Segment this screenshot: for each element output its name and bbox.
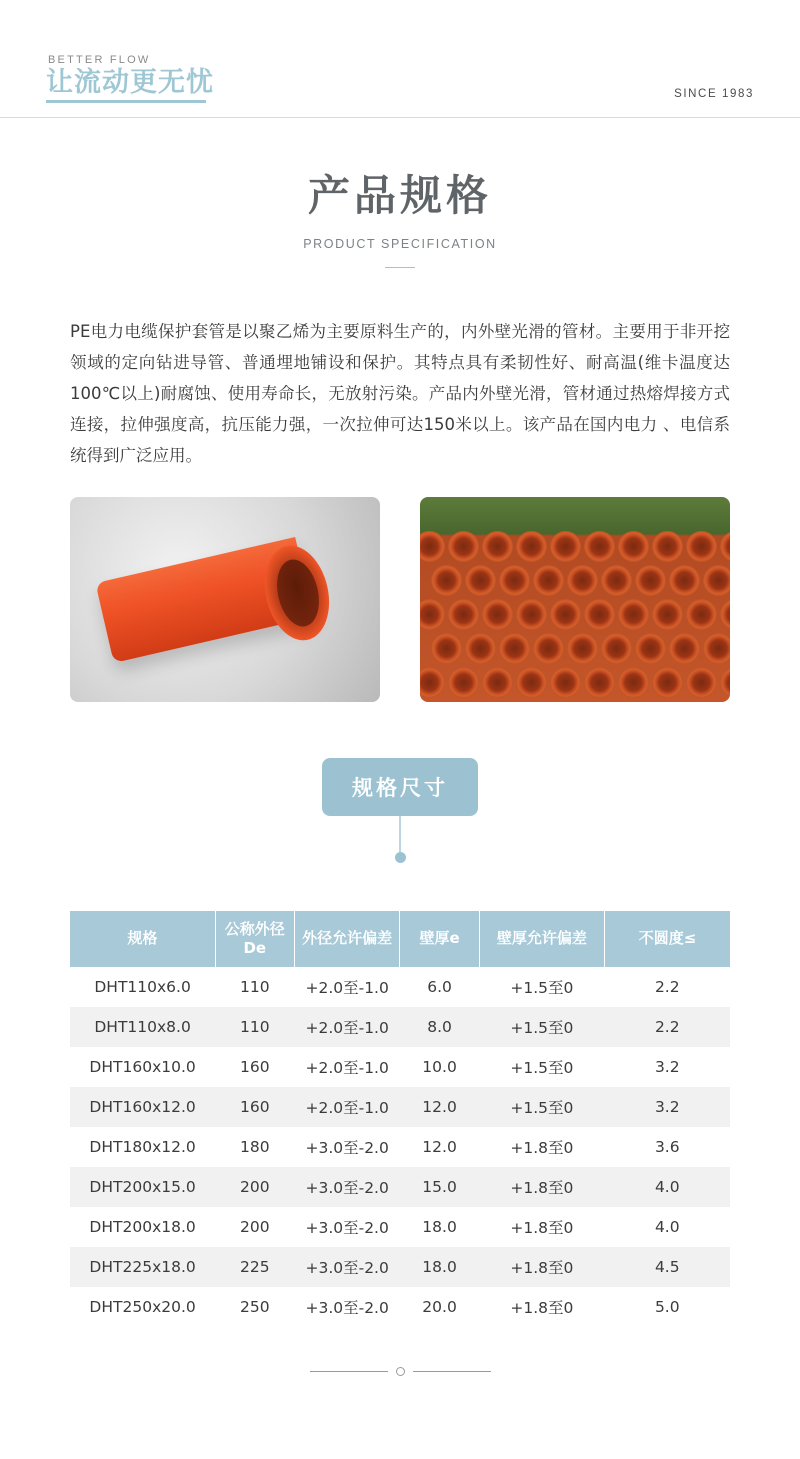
pipe-tube xyxy=(652,667,683,698)
cell-wall-thickness: 15.0 xyxy=(422,1177,457,1196)
table-row xyxy=(70,1287,730,1327)
cell-ovality: 3.2 xyxy=(654,1097,680,1116)
cell-wall-thickness: 12.0 xyxy=(422,1137,457,1156)
cell-wall-thickness: 12.0 xyxy=(422,1097,457,1116)
cell-model: DHT160x12.0 xyxy=(89,1097,196,1116)
cell-od-tolerance: +2.0至-1.0 xyxy=(305,1018,389,1037)
pipe-stack-row xyxy=(420,667,730,698)
cell-ovality: 5.0 xyxy=(654,1297,680,1316)
pipe-tube xyxy=(533,565,564,596)
cell-od-tolerance: +3.0至-2.0 xyxy=(305,1258,389,1277)
cell-wall-tolerance: +1.5至0 xyxy=(510,1018,574,1037)
pipe-tube xyxy=(618,531,649,562)
pipe-tube xyxy=(516,531,547,562)
pipe-tube xyxy=(482,531,513,562)
specification-table xyxy=(70,911,730,1327)
cell-nominal-od: 250 xyxy=(239,1297,270,1316)
cell-model: DHT180x12.0 xyxy=(89,1137,196,1156)
section-badge-block xyxy=(0,758,800,863)
brand-logo xyxy=(46,54,214,103)
pipe-tube xyxy=(420,599,445,630)
cell-model: DHT200x15.0 xyxy=(89,1177,196,1196)
badge-connector-dot xyxy=(395,852,406,863)
column-header-model: 规格 xyxy=(70,911,215,967)
table-row xyxy=(70,1167,730,1207)
pipe-tube xyxy=(533,633,564,664)
table-row xyxy=(70,1087,730,1127)
cell-ovality: 3.2 xyxy=(654,1057,680,1076)
pipe-tube xyxy=(635,633,666,664)
cell-nominal-od: 110 xyxy=(239,977,270,996)
table-row xyxy=(70,1247,730,1287)
cell-od-tolerance: +2.0至-1.0 xyxy=(305,978,389,997)
pipe-tube xyxy=(499,633,530,664)
page-title: 产品规格 xyxy=(307,171,492,220)
pipe-tube xyxy=(420,531,445,562)
pipe-tube xyxy=(448,531,479,562)
cell-wall-tolerance: +1.5至0 xyxy=(510,1058,574,1077)
footer-divider-circle xyxy=(396,1367,405,1376)
cell-od-tolerance: +2.0至-1.0 xyxy=(305,1098,389,1117)
pipe-stack-grid xyxy=(420,531,730,702)
pipe-tube xyxy=(584,531,615,562)
pipe-tube xyxy=(499,565,530,596)
cell-wall-tolerance: +1.5至0 xyxy=(510,978,574,997)
table-row xyxy=(70,1007,730,1047)
cell-wall-tolerance: +1.8至0 xyxy=(510,1178,574,1197)
pipe-tube xyxy=(720,667,730,698)
column-header-ovality: 不圆度≤ xyxy=(605,911,730,967)
badge-connector-line xyxy=(399,816,401,852)
table-row xyxy=(70,1127,730,1167)
table-row xyxy=(70,967,730,1007)
pipe-tube xyxy=(516,667,547,698)
pipe-tube xyxy=(669,565,700,596)
column-header-od-tolerance: 外径允许偏差 xyxy=(294,911,400,967)
cell-wall-tolerance: +1.8至0 xyxy=(510,1138,574,1157)
pipe-tube xyxy=(431,633,462,664)
product-image-gallery xyxy=(70,497,730,702)
pipe-tube xyxy=(567,633,598,664)
pipe-tube xyxy=(448,667,479,698)
cell-wall-thickness: 18.0 xyxy=(422,1217,457,1236)
product-description: PE电力电缆保护套管是以聚乙烯为主要原料生产的，内外壁光滑的管材。主要用于非开挖领域的定向钻进导管、普通埋地铺设和保护。其特点具有柔韧性好、耐高温(维卡温度达100℃以上)耐腐蚀、使用寿命长，无放射污染。产品内外壁光滑，管材通过热熔焊接方式连接，拉伸强度高，抗压能力强，一次拉伸可达150米以上。该产品在国内电力 、电信系统得到广泛应用。 xyxy=(70,322,730,465)
cell-model: DHT250x20.0 xyxy=(89,1297,196,1316)
pipe-tube xyxy=(720,599,730,630)
table-header-row xyxy=(70,911,730,967)
cell-ovality: 4.5 xyxy=(654,1257,680,1276)
table-body xyxy=(70,967,730,1327)
pipe-tube xyxy=(584,667,615,698)
pipe-tube xyxy=(618,599,649,630)
cell-wall-thickness: 6.0 xyxy=(427,977,452,996)
pipe-stack-row xyxy=(420,565,730,596)
cell-nominal-od: 200 xyxy=(239,1177,270,1196)
cell-model: DHT110x6.0 xyxy=(94,977,191,996)
page-title-block xyxy=(0,118,800,268)
table-row xyxy=(70,1047,730,1087)
section-badge: 规格尺寸 xyxy=(322,758,478,816)
pipe-stack-row xyxy=(420,599,730,630)
cell-model: DHT160x10.0 xyxy=(89,1057,196,1076)
pipe-tube xyxy=(652,531,683,562)
cell-nominal-od: 160 xyxy=(239,1057,270,1076)
cell-wall-thickness: 18.0 xyxy=(422,1257,457,1276)
cell-od-tolerance: +2.0至-1.0 xyxy=(305,1058,389,1077)
cell-ovality: 2.2 xyxy=(654,1017,680,1036)
pipe-tube xyxy=(516,599,547,630)
specification-table-wrapper xyxy=(70,911,730,1327)
pipe-tube xyxy=(567,565,598,596)
footer-divider-line-left xyxy=(310,1371,388,1372)
pipe-tube xyxy=(601,633,632,664)
cell-wall-tolerance: +1.8至0 xyxy=(510,1218,574,1237)
cell-wall-tolerance: +1.8至0 xyxy=(510,1298,574,1317)
page-header xyxy=(0,0,800,118)
pipe-tube xyxy=(550,531,581,562)
cell-od-tolerance: +3.0至-2.0 xyxy=(305,1218,389,1237)
column-header-wall-thickness: 壁厚e xyxy=(400,911,479,967)
pipe-tube xyxy=(601,565,632,596)
cell-nominal-od: 225 xyxy=(239,1257,270,1276)
pipe-stack-row xyxy=(420,531,730,562)
pipe-tube xyxy=(686,667,717,698)
footer-divider-line-right xyxy=(413,1371,491,1372)
cell-model: DHT200x18.0 xyxy=(89,1217,196,1236)
column-header-wall-tolerance: 壁厚允许偏差 xyxy=(479,911,604,967)
pipe-tube xyxy=(703,565,730,596)
cell-nominal-od: 200 xyxy=(239,1217,270,1236)
pipe-tube xyxy=(652,599,683,630)
pipe-tube xyxy=(431,565,462,596)
brand-tagline-en: BETTER FLOW xyxy=(48,54,151,66)
pipe-stack-row xyxy=(420,633,730,664)
pipe-tube xyxy=(465,565,496,596)
table-row xyxy=(70,1207,730,1247)
cell-wall-tolerance: +1.5至0 xyxy=(510,1098,574,1117)
product-photo-pipe-stack xyxy=(420,497,730,702)
pipe-tube xyxy=(669,633,700,664)
footer-divider xyxy=(0,1367,800,1376)
pipe-tube xyxy=(482,599,513,630)
pipe-tube xyxy=(720,531,730,562)
since-label: SINCE 1983 xyxy=(674,88,754,100)
cell-od-tolerance: +3.0至-2.0 xyxy=(305,1178,389,1197)
cell-ovality: 4.0 xyxy=(654,1177,680,1196)
pipe-tube xyxy=(448,599,479,630)
pipe-tube xyxy=(550,599,581,630)
cell-nominal-od: 180 xyxy=(239,1137,270,1156)
brand-underline xyxy=(46,100,206,103)
cell-model: DHT110x8.0 xyxy=(94,1017,191,1036)
cell-wall-tolerance: +1.8至0 xyxy=(510,1258,574,1277)
cell-nominal-od: 110 xyxy=(239,1017,270,1036)
pipe-tube xyxy=(550,667,581,698)
cell-wall-thickness: 20.0 xyxy=(422,1297,457,1316)
pipe-tube xyxy=(686,599,717,630)
cell-ovality: 4.0 xyxy=(654,1217,680,1236)
pipe-tube xyxy=(482,667,513,698)
cell-wall-thickness: 10.0 xyxy=(422,1057,457,1076)
cell-model: DHT225x18.0 xyxy=(89,1257,196,1276)
cell-od-tolerance: +3.0至-2.0 xyxy=(305,1138,389,1157)
pipe-tube xyxy=(635,565,666,596)
page-subtitle: PRODUCT SPECIFICATION xyxy=(303,237,497,251)
brand-tagline-cn: 让流动更无忧 xyxy=(46,67,214,98)
pipe-tube xyxy=(618,667,649,698)
column-header-nominal-od: 公称外径De xyxy=(215,911,294,967)
product-photo-single-pipe xyxy=(70,497,380,702)
pipe-tube xyxy=(584,599,615,630)
cell-ovality: 2.2 xyxy=(654,977,680,996)
pipe-tube xyxy=(686,531,717,562)
cell-od-tolerance: +3.0至-2.0 xyxy=(305,1298,389,1317)
pipe-tube xyxy=(703,633,730,664)
cell-nominal-od: 160 xyxy=(239,1097,270,1116)
pipe-tube xyxy=(420,667,445,698)
cell-wall-thickness: 8.0 xyxy=(427,1017,452,1036)
title-divider xyxy=(385,267,415,268)
table-header xyxy=(70,911,730,967)
pipe-tube xyxy=(465,633,496,664)
cell-ovality: 3.6 xyxy=(654,1137,680,1156)
